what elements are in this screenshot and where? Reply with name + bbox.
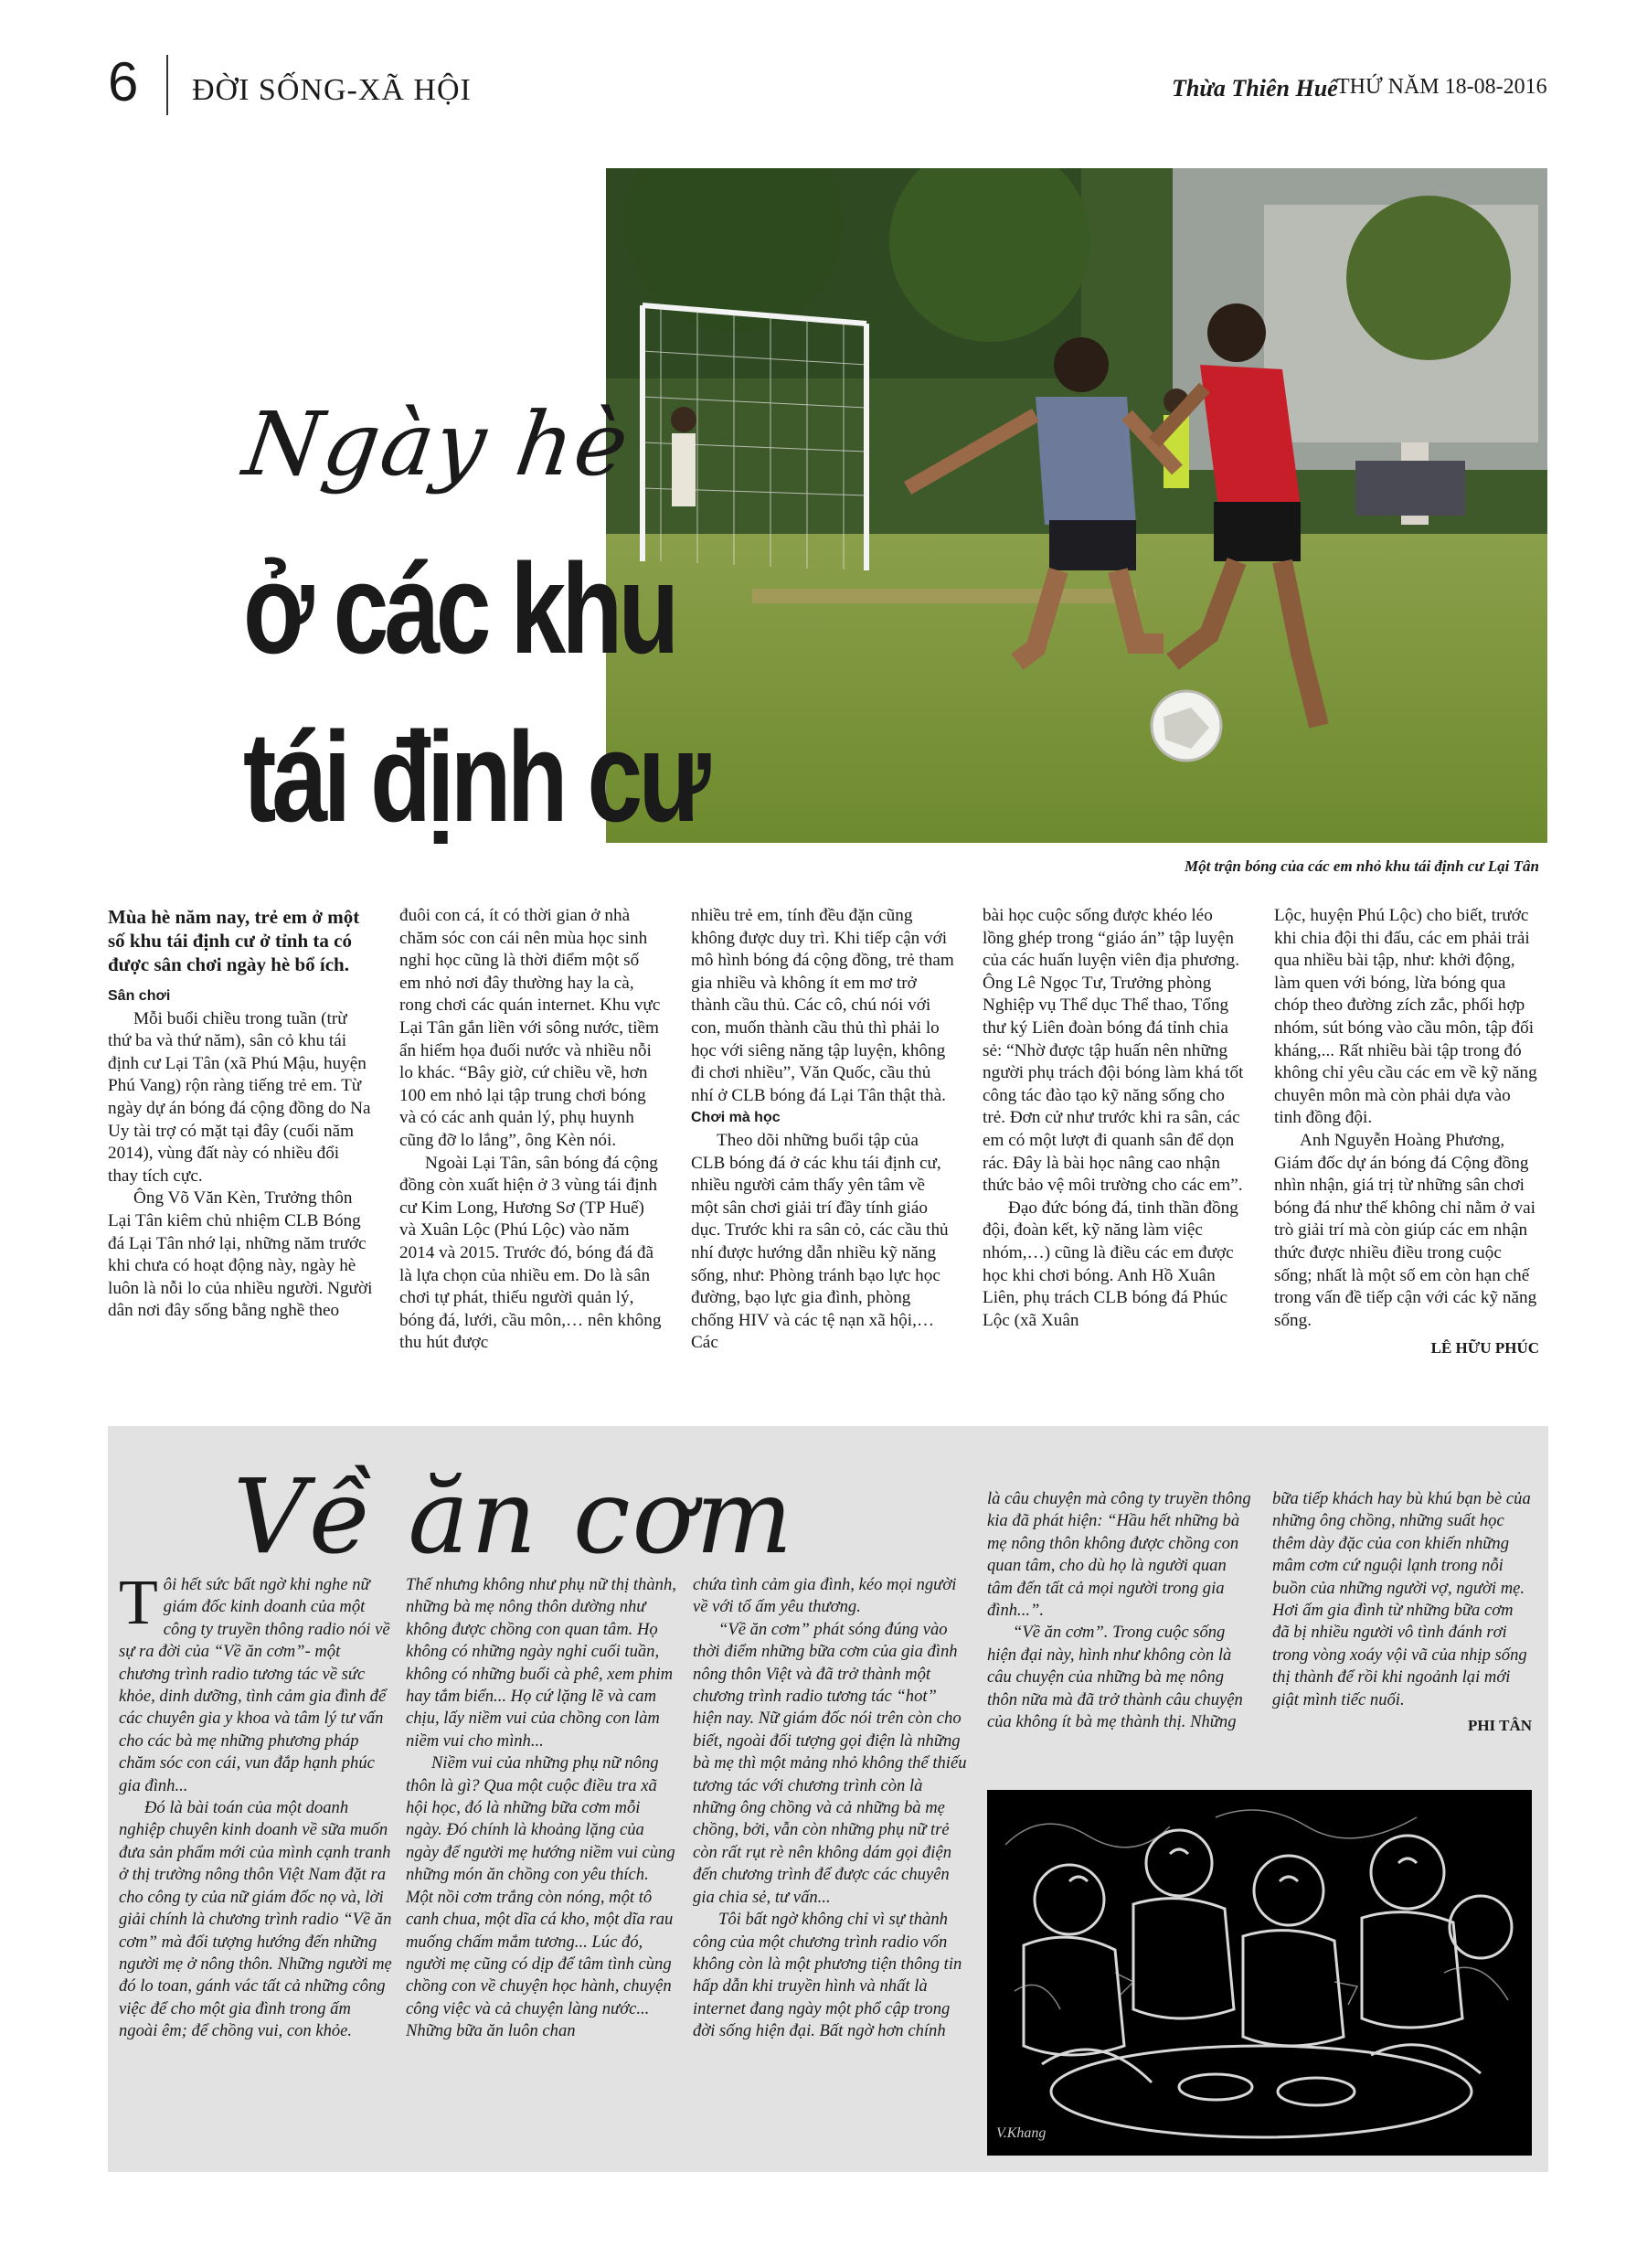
- headline-line-3: tái định cư: [243, 705, 707, 848]
- sidebar-article-title: Về ăn cơm: [233, 1458, 795, 1577]
- article2-column-1: [119, 1568, 393, 2043]
- paragraph: ôi hết sức bất ngờ khi nghe nữ giám đốc kinh doanh của một công ty truyền thông radio nói về sự ra đời của “Về ăn cơm”- một chương trình radio tương tác về sức khỏe, dinh dưỡng, tình cảm gia đình để các chuyên gia y khoa và tâm lý tư vấn cho các bà mẹ những phương pháp chăm sóc con cái, vun đắp hạnh phúc gia đình...: [119, 1575, 390, 1795]
- headline-line-1: Ngày hè: [238, 393, 636, 495]
- paragraph: Tôi bất ngờ không chỉ vì sự thành công của một chương trình radio vốn không còn là một phương tiện thông tin hấp dẫn khi truyền hình và nhất là internet đang ngày một phổ cập trong đời sống hiện đại. Bất ngờ hơn chính: [693, 1910, 962, 2041]
- article-lead: Mùa hè năm nay, trẻ em ở một số khu tái định cư ở tỉnh ta có được sân chơi ngày hè bổ ích.: [108, 906, 360, 975]
- paragraph: Anh Nguyễn Hoàng Phương, Giám đốc dự án bóng đá Cộng đồng nhìn nhận, giá trị từ những sân chơi bóng đá như thế không chỉ nằm ở vai trò giải trí mà còn giúp các em nhận thức được nhiều điều trong cuộc sống; nhất là một số em còn hạn chế trong vấn đề tiếp cận với các kỹ năng sống.: [1274, 1130, 1537, 1330]
- photo-caption: Một trận bóng của các em nhỏ khu tái định cư Lại Tân: [1184, 857, 1539, 875]
- article1-column-4: [983, 905, 1248, 1332]
- paragraph: Ngoài Lại Tân, sân bóng đá cộng đồng còn xuất hiện ở 3 vùng tái định cư Kim Long, Hương Sơ (TP Huế) và Xuân Lộc (Phú Lộc) vào năm 2014 và 2015. Trước đó, bóng đá đã là lựa chọn của nhiều em. Do là sân chơi tự phát, thiếu người quản lý, bóng đá, lưới, cầu môn,… nên không thu hút được: [399, 1153, 662, 1353]
- paragraph: Niềm vui của những phụ nữ nông thôn là gì? Qua một cuộc điều tra xã hội học, đó là những bữa cơm mỗi ngày. Đó chính là khoảng lặng của ngày để người mẹ hướng niềm vui cùng những món ăn chồng con yêu thích. Một nồi cơm trắng còn nóng, một tô canh chua, một dĩa cá kho, một dĩa rau muống chấm mắm tương... Lúc đó, người mẹ cũng có dịp để tâm tình cùng chồng con về chuyện học hành, chuyện công việc và cả chuyện làng nước... Những bữa ăn luôn chan: [406, 1753, 675, 2041]
- drop-cap: T: [119, 1568, 158, 1638]
- paragraph: Đạo đức bóng đá, tinh thần đồng đội, đoàn kết, kỹ năng làm việc nhóm,…) cũng là điều các em được học khi chơi bóng. Anh Hồ Xuân Liên, phụ trách CLB bóng đá Phúc Lộc (xã Xuân: [983, 1198, 1238, 1330]
- paragraph: chứa tình cảm gia đình, kéo mọi người về với tổ ấm yêu thương.: [693, 1575, 957, 1617]
- paragraph: đuôi con cá, ít có thời gian ở nhà chăm sóc con cái nên mùa học sinh nghỉ học cũng là thời điểm một số em nhỏ nơi đây thường hay la cà, rong chơi các quán internet. Khu vực Lại Tân gắn liền với sông nước, tiềm ẩn hiểm họa đuối nước và nhiều nỗi lo khác. “Bây giờ, cứ chiều về, hơn 100 em nhỏ lại tập trung chơi bóng và có các anh quản lý, phụ huynh cũng đỡ lo lắng”, ông Kèn nói.: [399, 906, 661, 1150]
- article1-column-3: [691, 905, 956, 1355]
- illustration-signature: V.Khang: [996, 2125, 1047, 2141]
- paragraph: “Về ăn cơm”. Trong cuộc sống hiện đại này, hình như không còn là câu chuyện của những bà mẹ nông thôn nữa mà đã trở thành câu chuyện của không ít bà mẹ thành thị. Những: [987, 1623, 1243, 1732]
- section-name: ĐỜI SỐNG-XÃ HỘI: [192, 73, 472, 107]
- author-byline: PHI TÂN: [1467, 1717, 1532, 1735]
- article2-column-4: [987, 1488, 1254, 1733]
- article2-column-2: [406, 1574, 680, 2043]
- paragraph: Theo dõi những buổi tập của CLB bóng đá ở các khu tái định cư, nhiều người cảm thấy yên tâm về một sân chơi giải trí đầy tính giáo dục. Trước khi ra sân cỏ, các cầu thủ nhí được hướng dẫn nhiều kỹ năng sống, như: Phòng tránh bạo lực học đường, bạo lực gia đình, phòng chống HIV và các tệ nạn xã hội,… Các: [691, 1130, 949, 1353]
- article-photo: [606, 168, 1547, 843]
- article1-column-1: [108, 905, 373, 1323]
- paragraph: Đó là bài toán của một doanh nghiệp chuyên kinh doanh về sữa muốn đưa sản phẩm mới của mình cạnh tranh ở thị trường nông thôn Việt Nam đặt ra cho công ty của nữ giám đốc nọ và, lời giải chính là chương trình radio “Về ăn cơm” mà đối tượng hướng đến những người mẹ ở nông thôn. Những người mẹ đó lo toan, gánh vác tất cả những công việc để cho một gia đình trong ấm ngoài êm; để chồng vui, con khỏe.: [119, 1798, 392, 2041]
- paragraph: Mỗi buổi chiều trong tuần (trừ thứ ba và thứ năm), sân cỏ khu tái định cư Lại Tân (xã Phú Mậu, huyện Phú Vang) rộn ràng tiếng trẻ em. Từ ngày dự án bóng đá cộng đồng do Na Uy tài trợ có mặt tại đây (cuối năm 2014), vùng đất này có nhiều đổi thay tích cực.: [108, 1008, 371, 1186]
- paragraph: là câu chuyện mà công ty truyền thông kia đã phát hiện: “Hầu hết những bà mẹ nông thôn không được chồng con quan tâm, cho dù họ là người quan tâm đến tất cả mọi người trong gia đình...”.: [987, 1489, 1251, 1621]
- issue-date: THỨ NĂM 18-08-2016: [1336, 75, 1547, 99]
- subheading: Chơi mà học: [691, 1110, 781, 1126]
- paragraph: nhiều trẻ em, tính đều đặn cũng không được duy trì. Khi tiếp cận với mô hình bóng đá cộng đồng, trẻ tham gia nhiều và không ít em mơ trở thành cầu thủ. Các cô, chú nói với con, muốn thành cầu thủ thì phải lo học với siêng năng tập luyện, không đi chơi nhiều”, Văn Quốc, cầu thủ nhí ở CLB bóng đá Lại Tân thật thà.: [691, 906, 954, 1105]
- paragraph: Lộc, huyện Phú Lộc) cho biết, trước khi chia đội thi đấu, các em phải trải qua nhiều bài tập, như: khởi động, làm quen với bóng, lừa bóng qua chóp theo đường zích zắc, phối hợp nhóm, sút bóng vào cầu môn, tập đối kháng,... Rất nhiều bài tập trong đó không chỉ yêu cầu các em về kỹ năng chuyên môn mà còn phải dựa vào tinh đồng đội.: [1274, 906, 1537, 1128]
- paragraph: Ông Võ Văn Kèn, Trưởng thôn Lại Tân kiêm chủ nhiệm CLB Bóng đá Lại Tân nhớ lại, những năm trước khi chưa có hoạt động này, ngày hè luôn là nỗi lo của nhiều người. Người dân nơi đây sống bằng nghề theo: [108, 1188, 373, 1321]
- header-divider: [166, 55, 168, 115]
- paragraph: bài học cuộc sống được khéo léo lồng ghép trong “giáo án” tập luyện của các huấn luyện viên địa phương. Ông Lê Ngọc Tư, Trưởng phòng Nghiệp vụ Thể dục Thể thao, Tổng thư ký Liên đoàn bóng đá tỉnh chia sẻ: “Nhờ được tập huấn nên những người phụ trách đội bóng làm khá tốt công tác đào tạo kỹ năng sống cho trẻ. Đơn cử như trước khi ra sân, các em có một lượt đi quanh sân để dọn rác. Đây là bài học nâng cao nhận thức bảo vệ môi trường cho các em”.: [983, 906, 1244, 1196]
- author-byline: LÊ HỮU PHÚC: [1430, 1339, 1539, 1358]
- article1-column-2: [399, 905, 664, 1355]
- article2-column-3: [693, 1574, 967, 2043]
- family-meal-illustration: [987, 1790, 1532, 2156]
- paragraph: bữa tiếp khách hay bù khú bạn bè của những ông chồng, những suất học thêm dày đặc của con khiến những mâm cơm cứ nguội lạnh trong nỗi buồn của những người vợ, người mẹ. Hơi ấm gia đình từ những bữa cơm đã bị nhiều người vô tình đánh rơi trong vòng xoáy vội vã của nhịp sống thị thành để rồi khi ngoảnh lại mới giật mình tiếc nuối.: [1272, 1489, 1531, 1709]
- page-number: 6: [108, 51, 139, 112]
- paragraph: Thế nhưng không như phụ nữ thị thành, những bà mẹ nông thôn dường như không được chồng con quan tâm. Họ không có những ngày nghỉ cuối tuần, không có những buổi cà phê, xem phim hay tắm biển... Họ cứ lặng lẽ và cam chịu, lấy niềm vui của chồng con làm niềm vui cho mình...: [406, 1575, 676, 1751]
- headline-line-2: ở các khu: [243, 537, 675, 680]
- paragraph: “Về ăn cơm” phát sóng đúng vào thời điểm những bữa cơm của gia đình nông thôn Việt và đã trở thành một chương trình radio tương tác “hot” hiện nay. Nữ giám đốc nói trên còn cho biết, ngoài đối tượng gọi điện là những bà mẹ thì một mảng nhỏ không thể thiếu tương tác với chương trình còn là những ông chồng và cả những bà mẹ chồng, bởi, vẫn còn những phụ nữ trẻ còn rất rụt rè nên không dám gọi điện đến chương trình để được các chuyên gia chia sẻ, tư vấn...: [693, 1619, 967, 1907]
- subheading: Sân chơi: [108, 988, 171, 1004]
- newspaper-name: Thừa Thiên Huế: [1172, 75, 1338, 101]
- article1-column-5: [1274, 905, 1539, 1360]
- article2-column-5: [1272, 1488, 1532, 1737]
